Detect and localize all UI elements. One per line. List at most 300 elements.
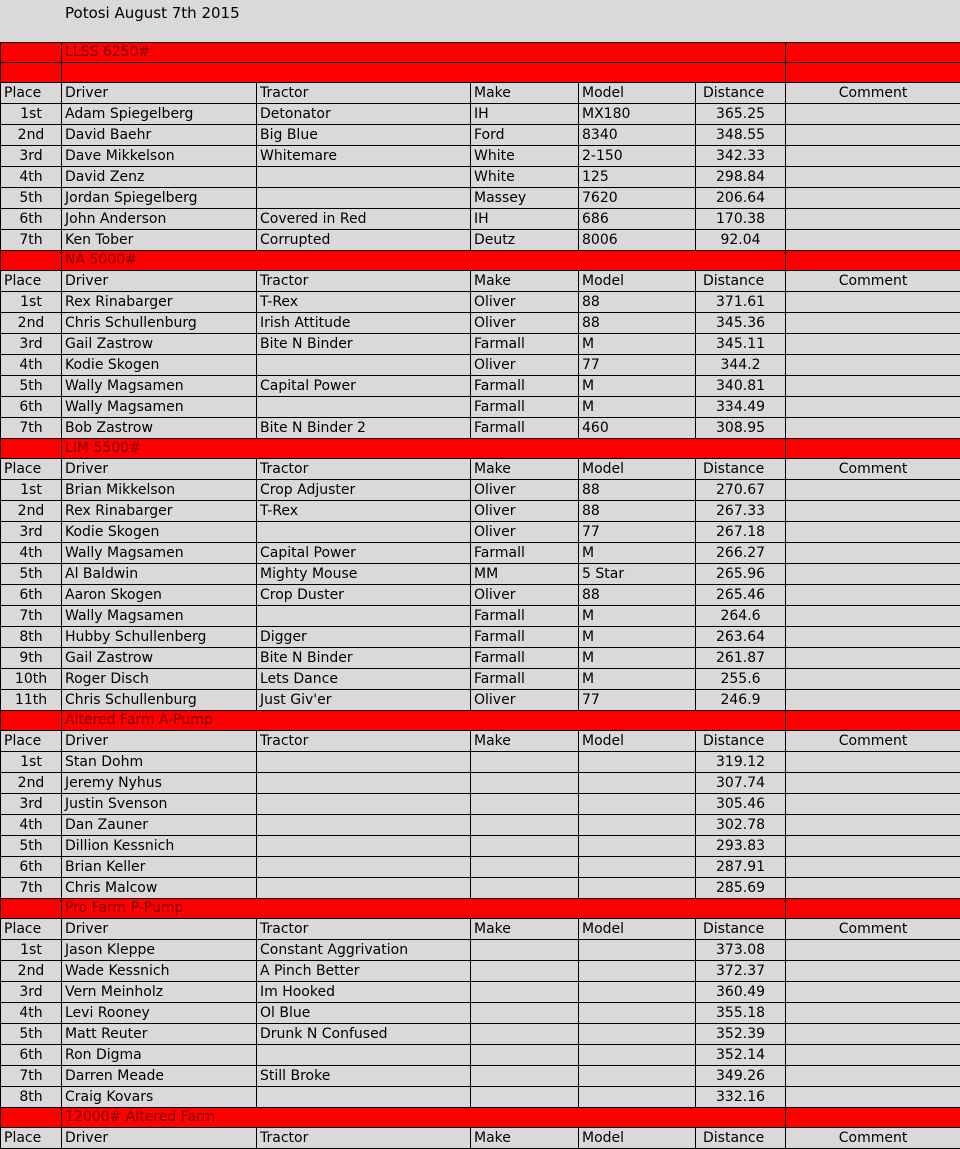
cell-model: MX180 (579, 104, 696, 125)
cell-tractor: Mighty Mouse (257, 564, 471, 585)
header-driver: Driver (62, 271, 257, 292)
cell-distance: 170.38 (696, 209, 786, 230)
header-comment: Comment (786, 919, 960, 940)
cell-distance: 360.49 (696, 982, 786, 1003)
table-row (1, 1003, 960, 1024)
cell-make (471, 1066, 579, 1087)
cell-distance: 246.9 (696, 690, 786, 711)
cell-model (579, 752, 696, 773)
cell-driver: Hubby Schullenberg (62, 627, 257, 648)
cell-make: Farmall (471, 627, 579, 648)
cell-place: 1st (1, 940, 62, 961)
table-row (1, 376, 960, 397)
cell-tractor: Still Broke (257, 1066, 471, 1087)
cell-make (471, 752, 579, 773)
cell-tractor: Irish Attitude (257, 313, 471, 334)
cell-tractor: Crop Duster (257, 585, 471, 606)
header-place: Place (1, 731, 62, 752)
cell-model: M (579, 334, 696, 355)
cell-place: 5th (1, 188, 62, 209)
header-make: Make (471, 83, 579, 104)
cell-model (579, 878, 696, 899)
header-comment: Comment (786, 1128, 960, 1149)
cell-model: 8340 (579, 125, 696, 146)
cell-comment (786, 376, 960, 397)
cell-driver: Chris Malcow (62, 878, 257, 899)
cell-model: 7620 (579, 188, 696, 209)
cell-tractor (257, 815, 471, 836)
cell-place: 4th (1, 1003, 62, 1024)
cell-tractor: Lets Dance (257, 669, 471, 690)
cell-tractor: Whitemare (257, 146, 471, 167)
cell-distance: 265.46 (696, 585, 786, 606)
cell-comment (786, 480, 960, 501)
cell-comment (786, 146, 960, 167)
cell-place: 4th (1, 543, 62, 564)
table-row (1, 564, 960, 585)
cell-distance: 373.08 (696, 940, 786, 961)
cell-make: Farmall (471, 606, 579, 627)
cell-make: Farmall (471, 418, 579, 439)
cell-distance: 345.11 (696, 334, 786, 355)
cell-tractor (257, 878, 471, 899)
cell-place: 8th (1, 1087, 62, 1108)
cell-distance: 340.81 (696, 376, 786, 397)
table-row (1, 397, 960, 418)
header-driver: Driver (62, 1128, 257, 1149)
cell-comment (786, 188, 960, 209)
cell-place: 6th (1, 397, 62, 418)
cell-distance: 302.78 (696, 815, 786, 836)
cell-place: 8th (1, 627, 62, 648)
cell-comment (786, 1087, 960, 1108)
cell-place: 1st (1, 292, 62, 313)
table-row (1, 1066, 960, 1087)
cell-distance: 319.12 (696, 752, 786, 773)
header-place: Place (1, 459, 62, 480)
table-row (1, 146, 960, 167)
cell-place: 6th (1, 857, 62, 878)
header-model: Model (579, 1128, 696, 1149)
cell-model: 88 (579, 480, 696, 501)
header-driver: Driver (62, 731, 257, 752)
cell-driver: David Zenz (62, 167, 257, 188)
cell-model (579, 1024, 696, 1045)
cell-make (471, 857, 579, 878)
header-distance: Distance (696, 271, 786, 292)
cell-place: 7th (1, 878, 62, 899)
table-row (1, 815, 960, 836)
cell-comment (786, 878, 960, 899)
cell-comment (786, 648, 960, 669)
table-row (1, 167, 960, 188)
cell-make: Oliver (471, 313, 579, 334)
results-body (1, 43, 960, 1149)
cell-place: 4th (1, 355, 62, 376)
cell-distance: 332.16 (696, 1087, 786, 1108)
cell-make (471, 1087, 579, 1108)
cell-comment (786, 669, 960, 690)
cell-model: 88 (579, 501, 696, 522)
cell-place: 7th (1, 1066, 62, 1087)
section-comment-spacer (786, 251, 960, 271)
header-tractor: Tractor (257, 271, 471, 292)
cell-place: 5th (1, 1024, 62, 1045)
cell-make: Ford (471, 125, 579, 146)
cell-model: M (579, 648, 696, 669)
cell-comment (786, 857, 960, 878)
cell-make: Oliver (471, 355, 579, 376)
cell-distance: 261.87 (696, 648, 786, 669)
cell-tractor: Bite N Binder (257, 334, 471, 355)
cell-tractor (257, 1087, 471, 1108)
section-bar (1, 63, 960, 83)
cell-tractor: Crop Adjuster (257, 480, 471, 501)
header-place: Place (1, 919, 62, 940)
cell-driver: Ken Tober (62, 230, 257, 251)
table-row (1, 773, 960, 794)
cell-tractor (257, 397, 471, 418)
section-spacer (1, 43, 62, 63)
cell-place: 3rd (1, 794, 62, 815)
cell-driver: Gail Zastrow (62, 648, 257, 669)
section-spacer (1, 63, 62, 83)
cell-make: MM (471, 564, 579, 585)
section-bar (1, 899, 960, 919)
cell-place: 6th (1, 1045, 62, 1066)
cell-model: 460 (579, 418, 696, 439)
cell-comment (786, 961, 960, 982)
cell-driver: Adam Spiegelberg (62, 104, 257, 125)
cell-make (471, 1024, 579, 1045)
cell-tractor (257, 794, 471, 815)
cell-make: Deutz (471, 230, 579, 251)
section-spacer (1, 899, 62, 919)
cell-tractor (257, 1045, 471, 1066)
cell-comment (786, 585, 960, 606)
cell-distance: 287.91 (696, 857, 786, 878)
cell-distance: 266.27 (696, 543, 786, 564)
cell-distance: 263.64 (696, 627, 786, 648)
cell-driver: Al Baldwin (62, 564, 257, 585)
header-model: Model (579, 731, 696, 752)
header-row (1, 1128, 960, 1149)
header-row (1, 271, 960, 292)
header-make: Make (471, 1128, 579, 1149)
cell-comment (786, 982, 960, 1003)
header-tractor: Tractor (257, 83, 471, 104)
cell-make (471, 815, 579, 836)
cell-make (471, 794, 579, 815)
cell-tractor: Capital Power (257, 543, 471, 564)
cell-distance: 345.36 (696, 313, 786, 334)
cell-distance: 265.96 (696, 564, 786, 585)
table-row (1, 794, 960, 815)
cell-driver: Jason Kleppe (62, 940, 257, 961)
section-bar (1, 43, 960, 63)
cell-comment (786, 397, 960, 418)
header-tractor: Tractor (257, 1128, 471, 1149)
title-bar (0, 0, 960, 42)
cell-driver: Rex Rinabarger (62, 501, 257, 522)
cell-distance: 355.18 (696, 1003, 786, 1024)
cell-tractor: Drunk N Confused (257, 1024, 471, 1045)
cell-distance: 92.04 (696, 230, 786, 251)
cell-tractor (257, 355, 471, 376)
cell-make: IH (471, 209, 579, 230)
cell-make: Oliver (471, 690, 579, 711)
cell-model (579, 1087, 696, 1108)
table-row (1, 857, 960, 878)
cell-comment (786, 522, 960, 543)
cell-comment (786, 1024, 960, 1045)
cell-driver: Kodie Skogen (62, 522, 257, 543)
cell-driver: Ron Digma (62, 1045, 257, 1066)
table-row (1, 836, 960, 857)
cell-tractor (257, 188, 471, 209)
header-make: Make (471, 731, 579, 752)
table-row (1, 627, 960, 648)
cell-model: 88 (579, 292, 696, 313)
section-comment-spacer (786, 899, 960, 919)
cell-driver: Dan Zauner (62, 815, 257, 836)
cell-driver: Justin Svenson (62, 794, 257, 815)
cell-model: M (579, 627, 696, 648)
cell-place: 9th (1, 648, 62, 669)
cell-driver: Stan Dohm (62, 752, 257, 773)
header-model: Model (579, 919, 696, 940)
cell-distance: 371.61 (696, 292, 786, 313)
cell-tractor: Just Giv'er (257, 690, 471, 711)
cell-comment (786, 836, 960, 857)
header-tractor: Tractor (257, 459, 471, 480)
section-name: Pro Farm P-Pump (62, 899, 786, 919)
cell-place: 4th (1, 167, 62, 188)
cell-make: Massey (471, 188, 579, 209)
cell-driver: Jeremy Nyhus (62, 773, 257, 794)
section-name: 12000# Altered Farm (62, 1108, 786, 1128)
cell-model: M (579, 397, 696, 418)
cell-place: 5th (1, 376, 62, 397)
cell-comment (786, 606, 960, 627)
section-comment-spacer (786, 439, 960, 459)
cell-driver: Chris Schullenburg (62, 690, 257, 711)
cell-model (579, 836, 696, 857)
cell-place: 1st (1, 104, 62, 125)
cell-make (471, 1045, 579, 1066)
cell-driver: Gail Zastrow (62, 334, 257, 355)
cell-place: 3rd (1, 334, 62, 355)
table-row (1, 1024, 960, 1045)
table-row (1, 543, 960, 564)
cell-comment (786, 104, 960, 125)
table-row (1, 1045, 960, 1066)
header-make: Make (471, 459, 579, 480)
section-spacer (1, 711, 62, 731)
cell-distance: 267.18 (696, 522, 786, 543)
header-comment: Comment (786, 83, 960, 104)
header-driver: Driver (62, 83, 257, 104)
cell-make: White (471, 167, 579, 188)
cell-tractor (257, 857, 471, 878)
cell-tractor: Big Blue (257, 125, 471, 146)
cell-driver: Roger Disch (62, 669, 257, 690)
section-name (62, 63, 786, 83)
cell-model (579, 982, 696, 1003)
cell-make: Farmall (471, 543, 579, 564)
section-name: LIM 5500# (62, 439, 786, 459)
cell-model (579, 1003, 696, 1024)
cell-tractor (257, 752, 471, 773)
section-bar (1, 711, 960, 731)
cell-distance: 349.26 (696, 1066, 786, 1087)
header-driver: Driver (62, 919, 257, 940)
cell-place: 4th (1, 815, 62, 836)
cell-comment (786, 334, 960, 355)
cell-model: M (579, 606, 696, 627)
cell-distance: 264.6 (696, 606, 786, 627)
cell-comment (786, 752, 960, 773)
cell-distance: 267.33 (696, 501, 786, 522)
section-comment-spacer (786, 63, 960, 83)
header-tractor: Tractor (257, 731, 471, 752)
cell-tractor: Im Hooked (257, 982, 471, 1003)
cell-make: Oliver (471, 522, 579, 543)
cell-model: 5 Star (579, 564, 696, 585)
table-row (1, 669, 960, 690)
table-row (1, 188, 960, 209)
table-row (1, 334, 960, 355)
results-table (0, 42, 960, 1149)
cell-distance: 352.14 (696, 1045, 786, 1066)
header-distance: Distance (696, 459, 786, 480)
cell-place: 1st (1, 480, 62, 501)
cell-driver: Brian Mikkelson (62, 480, 257, 501)
cell-distance: 293.83 (696, 836, 786, 857)
table-row (1, 752, 960, 773)
table-row (1, 982, 960, 1003)
section-bar (1, 251, 960, 271)
cell-comment (786, 313, 960, 334)
cell-comment (786, 940, 960, 961)
cell-place: 10th (1, 669, 62, 690)
cell-driver: Matt Reuter (62, 1024, 257, 1045)
cell-make: IH (471, 104, 579, 125)
cell-driver: Wally Magsamen (62, 606, 257, 627)
section-spacer (1, 1108, 62, 1128)
cell-place: 5th (1, 836, 62, 857)
header-comment: Comment (786, 459, 960, 480)
header-row (1, 731, 960, 752)
cell-make: Oliver (471, 585, 579, 606)
table-row (1, 606, 960, 627)
cell-driver: Darren Meade (62, 1066, 257, 1087)
cell-model: 77 (579, 522, 696, 543)
cell-driver: Craig Kovars (62, 1087, 257, 1108)
section-comment-spacer (786, 711, 960, 731)
cell-model (579, 794, 696, 815)
cell-place: 7th (1, 230, 62, 251)
cell-model (579, 961, 696, 982)
header-distance: Distance (696, 83, 786, 104)
cell-tractor: A Pinch Better (257, 961, 471, 982)
cell-distance: 344.2 (696, 355, 786, 376)
cell-distance: 348.55 (696, 125, 786, 146)
cell-tractor: T-Rex (257, 501, 471, 522)
header-place: Place (1, 83, 62, 104)
cell-comment (786, 543, 960, 564)
table-row (1, 878, 960, 899)
cell-model (579, 857, 696, 878)
cell-distance: 307.74 (696, 773, 786, 794)
header-driver: Driver (62, 459, 257, 480)
cell-tractor: Capital Power (257, 376, 471, 397)
header-make: Make (471, 271, 579, 292)
cell-make: Farmall (471, 669, 579, 690)
cell-tractor: Constant Aggrivation (257, 940, 471, 961)
cell-tractor: Ol Blue (257, 1003, 471, 1024)
cell-comment (786, 627, 960, 648)
cell-model (579, 1045, 696, 1066)
cell-comment (786, 690, 960, 711)
cell-place: 5th (1, 564, 62, 585)
cell-make (471, 773, 579, 794)
table-row (1, 292, 960, 313)
header-model: Model (579, 271, 696, 292)
header-row (1, 83, 960, 104)
cell-model (579, 940, 696, 961)
section-comment-spacer (786, 1108, 960, 1128)
cell-make (471, 982, 579, 1003)
table-row (1, 104, 960, 125)
cell-comment (786, 230, 960, 251)
cell-model: 2-150 (579, 146, 696, 167)
cell-make: Oliver (471, 480, 579, 501)
table-row (1, 418, 960, 439)
section-bar (1, 1108, 960, 1128)
cell-make (471, 940, 579, 961)
table-row (1, 480, 960, 501)
cell-make (471, 1003, 579, 1024)
cell-distance: 270.67 (696, 480, 786, 501)
cell-model: 88 (579, 313, 696, 334)
table-row (1, 209, 960, 230)
cell-place: 3rd (1, 982, 62, 1003)
cell-driver: Wade Kessnich (62, 961, 257, 982)
cell-place: 2nd (1, 501, 62, 522)
cell-tractor (257, 522, 471, 543)
header-tractor: Tractor (257, 919, 471, 940)
cell-comment (786, 1003, 960, 1024)
table-row (1, 940, 960, 961)
cell-driver: Wally Magsamen (62, 397, 257, 418)
cell-driver: Aaron Skogen (62, 585, 257, 606)
cell-driver: John Anderson (62, 209, 257, 230)
cell-driver: Kodie Skogen (62, 355, 257, 376)
cell-place: 1st (1, 752, 62, 773)
cell-driver: Vern Meinholz (62, 982, 257, 1003)
table-row (1, 501, 960, 522)
cell-make: Farmall (471, 648, 579, 669)
cell-make: Farmall (471, 397, 579, 418)
cell-comment (786, 815, 960, 836)
header-model: Model (579, 83, 696, 104)
cell-model (579, 773, 696, 794)
cell-comment (786, 1066, 960, 1087)
page-title: Potosi August 7th 2015 (65, 4, 240, 22)
cell-comment (786, 418, 960, 439)
cell-driver: David Baehr (62, 125, 257, 146)
